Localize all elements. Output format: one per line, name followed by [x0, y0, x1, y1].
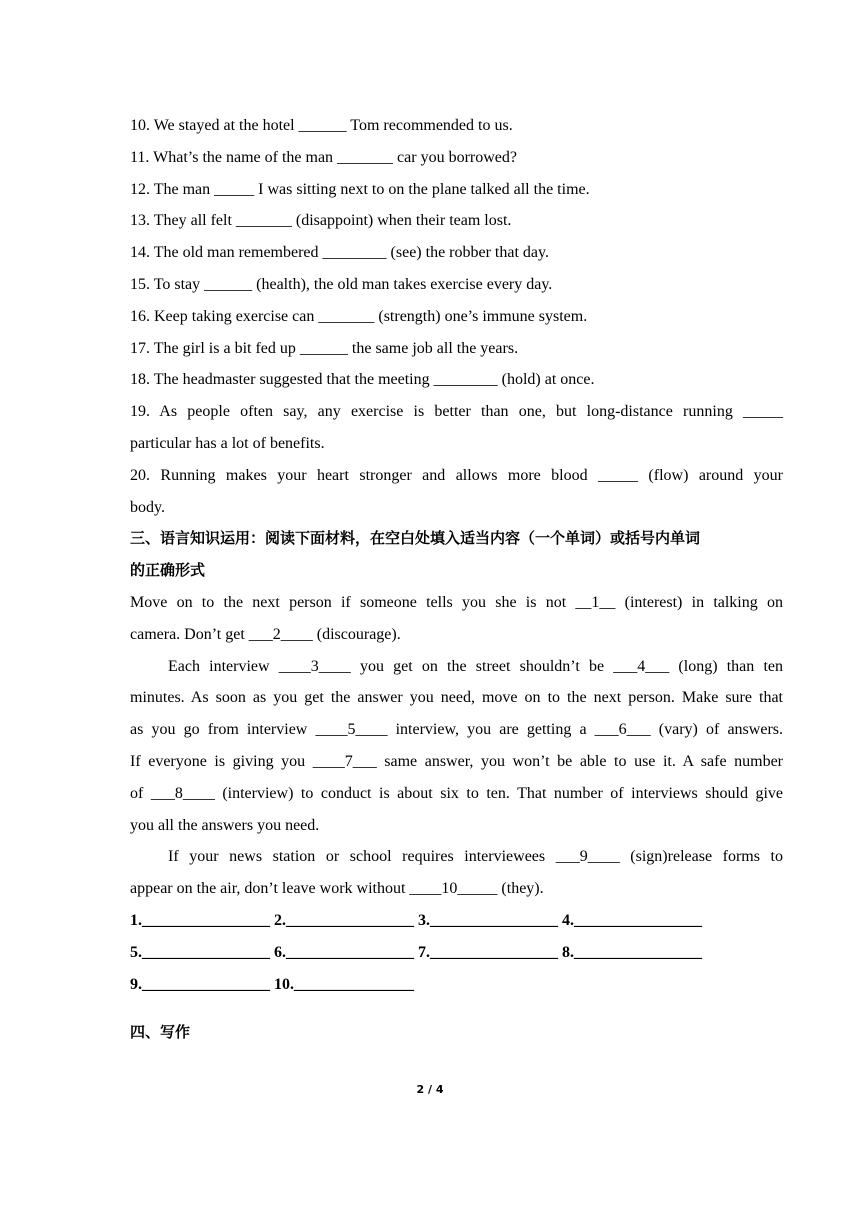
question-20-line-2: body. [130, 498, 165, 516]
exam-page [130, 110, 783, 1054]
question-10: 10. We stayed at the hotel ______ Tom recommended to us. [130, 117, 513, 134]
section-3-title-line-1: 三、语言知识运用：阅读下面材料，在空白处填入适当内容（一个单词）或括号内单词 [130, 529, 701, 548]
page-number: 2 / 4 [416, 1083, 444, 1096]
question-13: 13. They all felt _______ (disappoint) when their team lost. [130, 212, 512, 230]
passage-p2-line-4: If everyone is giving you ____7___ same answer, you won’t be able to use it. A safe number [130, 752, 783, 770]
answer-row-3: 9.________________ 10._______________ [130, 975, 414, 993]
section-4-title: 四、写作 [130, 1023, 191, 1042]
question-16: 16. Keep taking exercise can _______ (strength) one’s immune system. [130, 307, 588, 325]
question-11: 11. What’s the name of the man _______ car you borrowed? [130, 148, 517, 166]
question-12: 12. The man _____ I was sitting next to on the plane talked all the time. [130, 180, 590, 198]
passage-p2-line-6: you all the answers you need. [130, 816, 320, 834]
passage-p1-line-1: Move on to the next person if someone tells you she is not __1__ (interest) in talking on [130, 593, 783, 611]
question-19-line-2: particular has a lot of benefits. [130, 434, 325, 452]
question-14: 14. The old man remembered ________ (see) the robber that day. [130, 244, 549, 262]
passage-p2-line-3: as you go from interview ____5____ interview, you are getting a ___6___ (vary) of answers. [130, 721, 783, 739]
passage-p2-line-2: minutes. As soon as you get the answer you need, move on to the next person. Make sure that [130, 689, 783, 707]
answer-row-2: 5.________________ 6.________________ 7.________________ 8.________________ [130, 943, 702, 961]
passage-p3-line-2: appear on the air, don’t leave work without ____10_____ (they). [130, 880, 544, 898]
passage-p3-line-1: If your news station or school requires interviewees ___9____ (sign)release forms to [168, 848, 783, 866]
passage-p2-line-5: of ___8____ (interview) to conduct is about six to ten. That number of interviews should give [130, 784, 783, 802]
question-20-line-1: 20. Running makes your heart stronger and allows more blood _____ (flow) around your [130, 466, 783, 484]
answer-row-1: 1.________________ 2.________________ 3.________________ 4.________________ [130, 911, 702, 929]
question-18: 18. The headmaster suggested that the meeting ________ (hold) at once. [130, 371, 595, 389]
question-17: 17. The girl is a bit fed up ______ the same job all the years. [130, 339, 519, 357]
passage-p2-line-1: Each interview ____3____ you get on the street shouldn’t be ___4___ (long) than ten [168, 657, 783, 675]
section-3-title-line-2: 的正确形式 [130, 561, 206, 580]
question-15: 15. To stay ______ (health), the old man takes exercise every day. [130, 275, 553, 293]
answer-blanks [130, 905, 783, 1000]
question-19-line-1: 19. As people often say, any exercise is better than one, but long-distance running _____ [130, 403, 783, 421]
passage-p1-line-2: camera. Don’t get ___2____ (discourage). [130, 625, 401, 643]
